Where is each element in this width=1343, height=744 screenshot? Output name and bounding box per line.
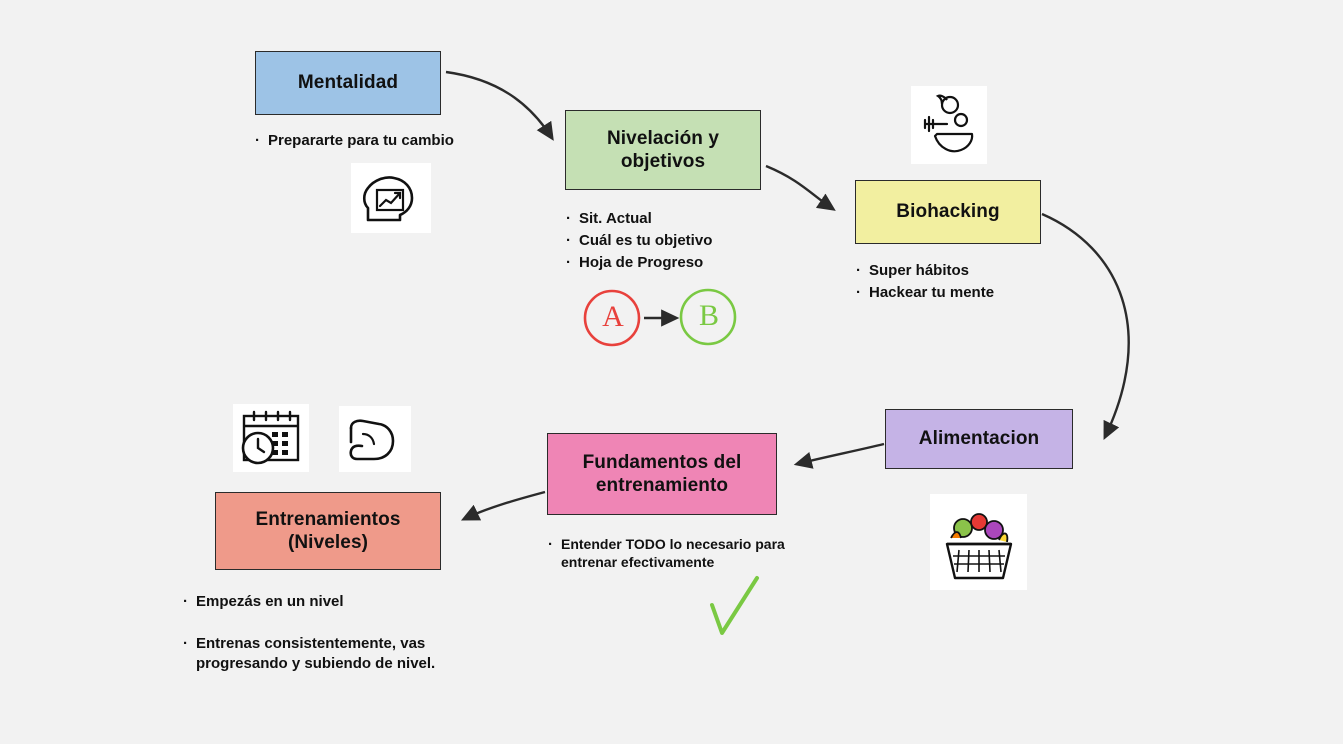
- bullets-biohacking: [856, 261, 1086, 305]
- list-item: · Sit. Actual: [566, 210, 652, 227]
- head-chart-icon: [351, 163, 431, 233]
- bullet-dot-icon: ·: [566, 210, 571, 227]
- arrow-mentalidad-to-nivelacion: [446, 72, 552, 138]
- bullets-entrenamientos: [183, 592, 513, 675]
- bullet-dot-icon: ·: [856, 262, 861, 279]
- label-b: B: [698, 299, 719, 332]
- label-a: A: [602, 300, 624, 333]
- bullet-dot-icon: ·: [548, 536, 553, 553]
- list-item: · Hoja de Progreso: [566, 253, 704, 271]
- check-mark-icon: [712, 578, 757, 633]
- node-nivelacion-label: Nivelación y objetivos: [606, 127, 720, 172]
- bullet-dot-icon: ·: [566, 231, 571, 249]
- bullet-dot-icon: ·: [566, 253, 571, 271]
- calendar-clock-icon: [233, 404, 309, 472]
- list-item: · Hackear tu mente: [856, 283, 995, 301]
- head-chart-icon-glyph: [360, 170, 422, 226]
- node-entrenamientos-niveles[interactable]: [215, 492, 441, 570]
- node-fundamentos-label: Fundamentos del entrenamiento: [582, 451, 742, 496]
- vegetable-basket-icon-glyph: [937, 500, 1021, 584]
- list-item: · Prepararte para tu cambio: [255, 132, 454, 149]
- bullet-dot-icon: ·: [255, 132, 260, 149]
- node-mentalidad-label: Mentalidad: [297, 72, 399, 94]
- flexed-arm-icon-glyph: [345, 412, 405, 466]
- node-alimentacion[interactable]: [885, 409, 1073, 469]
- node-mentalidad[interactable]: [255, 51, 441, 115]
- node-biohacking-label: Biohacking: [896, 201, 1000, 223]
- bullets-mentalidad: [255, 131, 455, 153]
- node-entrenamientos-label: Entrenamientos (Niveles): [255, 508, 401, 553]
- node-fundamentos-del-entrenamiento[interactable]: [547, 433, 777, 515]
- bullets-nivelacion: [566, 209, 786, 274]
- list-item: · Empezás en un nivel: [183, 593, 344, 610]
- calendar-clock-icon-glyph: [238, 408, 304, 468]
- vegetable-basket-icon: [930, 494, 1027, 590]
- node-biohacking[interactable]: [855, 180, 1041, 244]
- arrow-nivelacion-to-biohacking: [766, 166, 833, 209]
- flexed-arm-icon: [339, 406, 411, 472]
- node-alimentacion-label: Alimentacion: [918, 428, 1040, 450]
- node-nivelacion-y-objetivos[interactable]: [565, 110, 761, 190]
- arrow-alimentacion-to-fundamentos: [797, 444, 884, 464]
- list-item: · Cuál es tu objetivo: [566, 231, 713, 249]
- bullets-fundamentos: [548, 535, 788, 574]
- apple-dumbbell-icon: [911, 86, 987, 164]
- arrow-fundamentos-to-entrenamientos: [464, 492, 545, 519]
- arrow-biohacking-to-alimentacion: [1042, 214, 1129, 437]
- bullet-dot-icon: ·: [183, 593, 188, 610]
- list-item: · Super hábitos: [856, 262, 970, 279]
- apple-dumbbell-icon-glyph: [917, 92, 981, 158]
- bullet-dot-icon: ·: [856, 283, 861, 301]
- bullet-dot-icon: ·: [183, 634, 188, 652]
- list-item: · Entrenas consistentemente, vas progresando y subiendo de nivel.: [183, 634, 436, 672]
- list-item: · Entender TODO lo necesario para entrenar efectivamente: [548, 536, 785, 571]
